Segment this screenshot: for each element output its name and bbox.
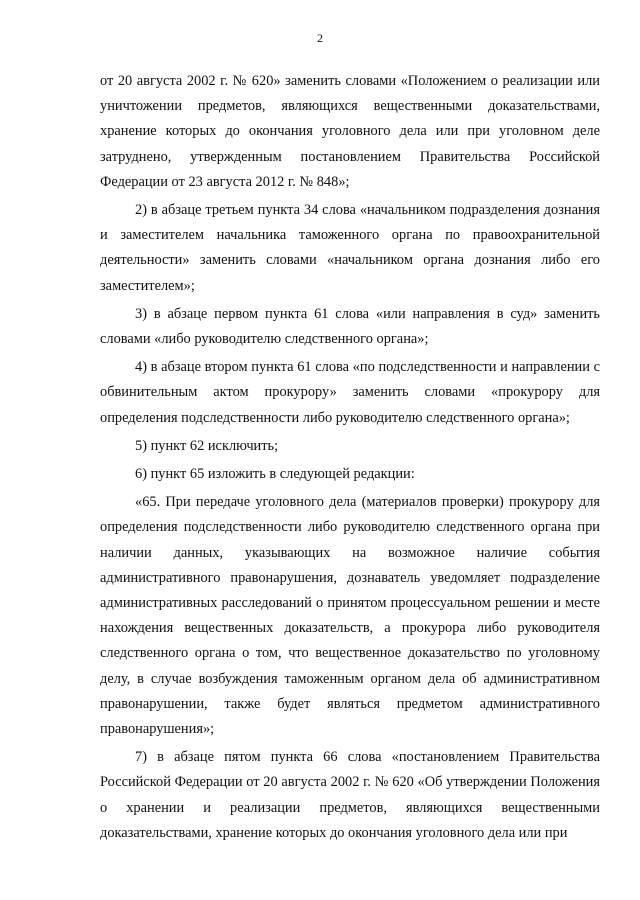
paragraph-item-7: 7) в абзаце пятом пункта 66 слова «постановлением Правительства Российской Федерации от 20 августа 2002 г. № 620 «Об утверждении Положения о хранении и реализации предметов, являющихся вещественными доказательствами, хранение которых до окончания уголовного дела или при bbox=[100, 749, 600, 841]
paragraph-item-4: 4) в абзаце втором пункта 61 слова «по подследственности и направлении с обвинительным актом прокурору» заменить словами «прокурору для определения подследственности либо руководителю следственного органа»; bbox=[100, 359, 600, 426]
paragraph-item-3: 3) в абзаце первом пункта 61 слова «или направления в суд» заменить словами «либо руководителю следственного органа»; bbox=[100, 305, 600, 348]
paragraph-continuation: от 20 августа 2002 г. № 620» заменить словами «Положением о реализации или уничтожении предметов, являющихся вещественными доказательствами, хранение которых до окончания уголовного дела или при уголовном деле затруднено, утвержденным постановлением Правительства Российской Федерации от 23 августа 2012 г. № 848»; bbox=[100, 73, 600, 190]
paragraph-item-2: 2) в абзаце третьем пункта 34 слова «начальником подразделения дознания и заместителем начальника таможенного органа по правоохранительной деятельности» заменить словами «начальником органа дознания либо его заместителем»; bbox=[100, 202, 600, 294]
page-number: 2 bbox=[317, 31, 323, 45]
paragraph-item-6: 6) пункт 65 изложить в следующей редакции: bbox=[135, 466, 415, 483]
paragraph-quoted-65: «65. При передаче уголовного дела (материалов проверки) прокурору для определения подследственности либо руководителю следственного органа при наличии данных, указывающих на возможное наличие события административного правонарушения, дознаватель уведомляет подразделение административных расследований о принятом процессуальном решении и месте нахождения вещественных доказательств, а прокурора либо руководителя следственного органа о том, что вещественное доказательство по уголовному делу, в случае возбуждения таможенным органом дела об административном правонарушении, также будет являться предметом административного правонарушения»; bbox=[100, 494, 600, 738]
document-body bbox=[100, 69, 600, 846]
paragraph-item-5: 5) пункт 62 исключить; bbox=[135, 437, 279, 454]
